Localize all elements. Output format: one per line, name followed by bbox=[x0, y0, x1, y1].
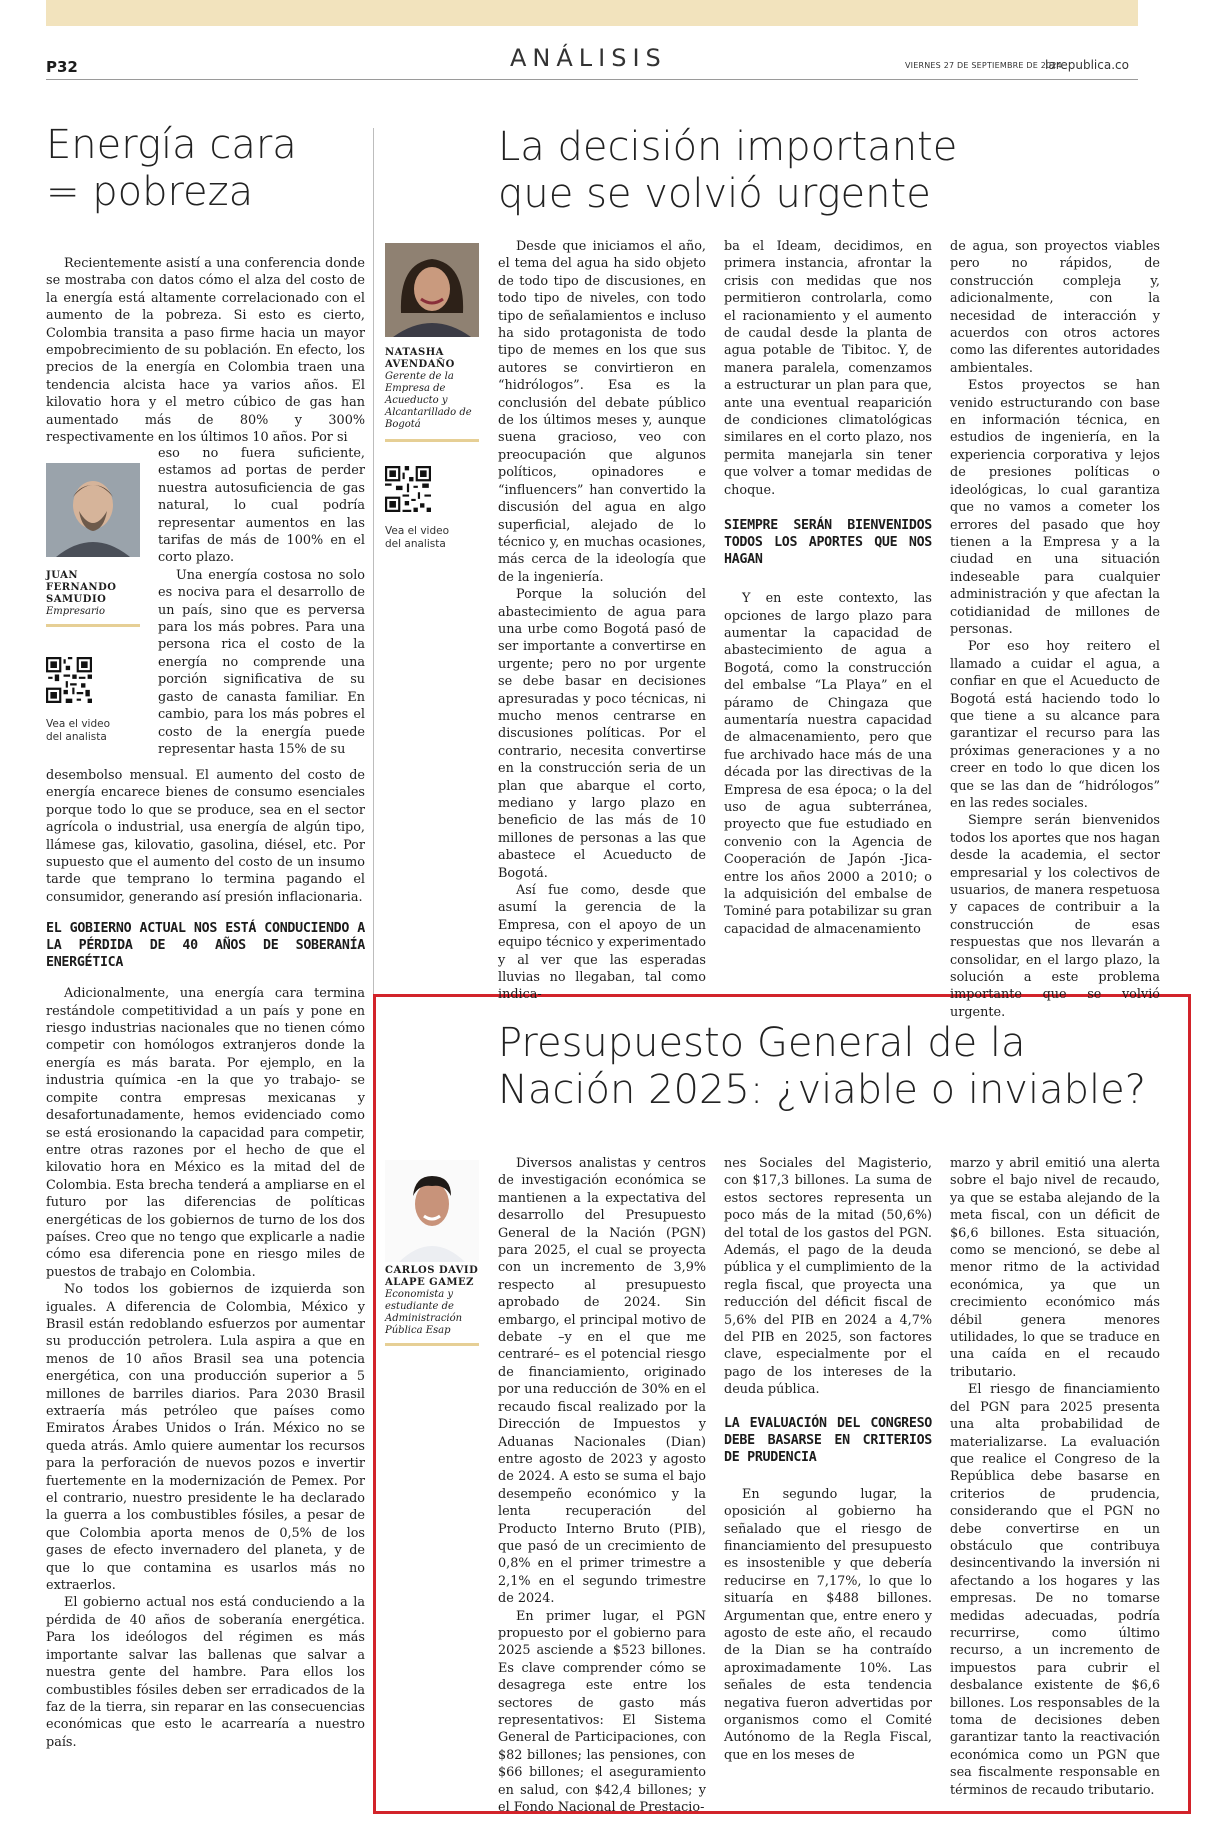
article2-video-qr-code[interactable] bbox=[385, 466, 431, 512]
article2-video-caption: Vea el video del analista bbox=[385, 525, 449, 550]
column-divider bbox=[373, 128, 374, 998]
article1-wrap-column: eso no fuera suficiente, estamos ad portas de perder nuestra autosuficiencia de gas natural, lo cual podría representar aumentos en las tarifas de más de 100% en el corto plazo. Una energía costosa no solo es nociva para el desarrollo de un país, sino que es perversa para los más pobres. Para una persona rica el costo de la energía no comprende una porción significativa de su gasto de canasta familiar. En cambio, para los más pobres el costo de la energía puede representar hasta 15% de su bbox=[158, 446, 365, 757]
header-rule bbox=[46, 79, 1138, 80]
article3-subhead: LA EVALUACIÓN DEL CONGRESO DEBE BASARSE EN CRITERIOS DE PRUDENCIA bbox=[724, 1415, 932, 1465]
article3-column-1: Diversos analistas y centros de investigación económica se mantienen a la expectativa del desarrollo del Presupuesto General de la Nación (PGN) para 2025, el cual se proyecta con un incremento de 3,9% respecto al presupuesto aprobado de 2024. Sin embargo, el principal motivo de debate –y en el que me centraré– es el potencial riesgo de financiamiento, originado por una reducción de 30% en el recaudo fiscal realizado por la Dirección de Impuestos y Aduanas Nacionales (Dian) entre agosto de 2023 y agosto de 2024. A esto se suma el bajo desempeño económico y la lenta recuperación del Producto Interno Bruto (PIB), que pasó de un crecimiento de 0,8% en el primer trimestre a 2,1% en el segundo trimestre de 2024. En primer lugar, el PGN propuesto por el gobierno para 2025 asciende a $523 billones. Es clave comprender cómo se desagrega este entre los sectores de gasto más representativos: El Sistema General de Participaciones, con $82 billones; las pensiones, con $66 billones; el aseguramiento en salud, con $42,4 billones; y el Fondo Nacional de Prestacio- bbox=[498, 1156, 706, 1816]
article3-title: Presupuesto General de la Nación 2025: ¿viable o inviable? bbox=[498, 1020, 1146, 1114]
article1-video-qr-code[interactable] bbox=[46, 657, 92, 703]
article3-column-3: marzo y abril emitió una alerta sobre el bajo nivel de recaudo, ya que se estaba alejando de la meta fiscal, con un déficit de $6,6 billones. Esta situación, como se mencionó, se debe al menor ritmo de la actividad económica, ya que un crecimiento económico más débil genera menores utilidades, lo que se traduce en una caída en el recaudo tributario. El riesgo de financiamiento del PGN para 2025 presenta una alta probabilidad de materializarse. La evaluación que realice el Congreso de la República debe basarse en criterios de prudencia, considerando que el PGN no debe convertirse en un obstáculo que contribuya desincentivando la inversión ni afectando a los hogares y las empresas. De no tomarse medidas adecuadas, podría recurrirse, como último recurso, a un incremento de impuestos para cubrir el desbalance existente de $6,6 billones. Los responsables de la toma de decisiones deben garantizar tanto la reactivación económica como un PGN que sea fiscalmente responsable en términos de recaudo tributario. bbox=[950, 1156, 1160, 1798]
article1-subhead: EL GOBIERNO ACTUAL NOS ESTÁ CONDUCIENDO A LA PÉRDIDA DE 40 AÑOS DE SOBERANÍA ENERGÉTICA bbox=[46, 921, 365, 971]
page-number: P32 bbox=[46, 58, 78, 76]
article2-author: NATASHA AVENDAÑO Gerente de la Empresa de Acueducto y Alcantarillado de Bogotá bbox=[385, 347, 479, 442]
author-photo-carlos-david bbox=[385, 1160, 479, 1262]
author-photo-juan-fernando bbox=[46, 463, 140, 557]
article1-video-caption: Vea el video del analista bbox=[46, 718, 110, 743]
article3-author: CARLOS DAVID ALAPE GAMEZ Economista y estudiante de Administración Pública Esap bbox=[385, 1265, 479, 1346]
author-photo-natasha bbox=[385, 243, 479, 337]
article2-title: La decisión importante que se volvió urgente bbox=[498, 124, 958, 218]
article2-column-1: Desde que iniciamos el año, el tema del agua ha sido objeto de todo tipo de discusiones, en todo tipo de niveles, con todo tipo de señalamientos e incluso ha sido protagonista de todo tipo de memes en los que sus autores se convirtieron en “hidrólogos”. Esa es la conclusión del debate público de los últimos meses y, aunque suena gracioso, veo con preocupación que algunos políticos, opinadores e “influencers” han convertido la discusión del agua en algo superficial, alejado de lo técnico y, en muchas ocasiones, más cerca de la ideología que de la ingeniería. Porque la solución del abastecimiento de agua para una urbe como Bogotá pasó de ser importante a convertirse en urgente; pero no por urgente se debe basar en decisiones apresuradas y poco técnicas, ni mucho menos centrarse en discusiones políticas. Por el contrario, necesita convertirse en la construcción seria de un plan que abarque el corto, mediano y largo plazo en beneficio de las más de 10 millones de personas a las que abastece el Acueducto de Bogotá. Así fue como, desde que asumí la gerencia de la Empresa, con el apoyo de un equipo técnico y experimentado y al ver que las esperadas lluvias no llegaban, tal como indica- bbox=[498, 239, 706, 1003]
article2-column-2: ba el Ideam, decidimos, en primera instancia, afrontar la crisis con medidas que nos permitieron controlarla, como el racionamiento y el aumento de caudal desde la planta de agua potable de Tibitoc. Y, de manera paralela, comenzamos a estructurar un plan para que, ante una eventual reaparición de condiciones climatológicas similares en el corto plazo, nos permita manejarla sin tener que volver a tomar medidas de choque. SIEMPRE SERÁN BIENVENIDOS TODOS LOS APORTES QUE NOS HAGAN Y en este contexto, las opciones de largo plazo para aumentar la capacidad de abastecimiento de agua a Bogotá, como la construcción del embalse “La Playa” en el páramo de Chingaza que aumentaría nuestra capacidad de almacenamiento, pero que fue archivado hace más de una década por las directivas de la Empresa de esa época; o la del uso de agua subterránea, proyecto que fue estudiado en convenio con la Agencia de Cooperación de Japón -Jica- entre los años 2000 a 2010; o la adquisición del embalse de Tominé para potabilizar su gran capacidad de almacenamiento bbox=[724, 239, 932, 937]
article1-title: Energía cara = pobreza bbox=[46, 122, 297, 216]
article3-column-2: nes Sociales del Magisterio, con $17,3 billones. La suma de estos sectores representa un poco más de la mitad (50,6%) del total de los gastos del PGN. Además, el pago de la deuda pública y el cumplimiento de la regla fiscal, que proyecta una reducción del déficit fiscal de 5,6% del PIB en 2024 a 4,7% del PIB en 2025, son factores clave, especialmente por el pago de los intereses de la deuda pública. LA EVALUACIÓN DEL CONGRESO DEBE BASARSE EN CRITERIOS DE PRUDENCIA En segundo lugar, la oposición al gobierno ha señalado que el riesgo de financiamiento del presupuesto es insostenible y que debería reducirse en 7,17%, lo que lo situaría en $488 billones. Argumentan que, entre enero y agosto de este año, el recaudo de la Dian se ha contraído aproximadamente 10%. Las señales de esta tendencia negativa fueron advertidas por organismos como el Comité Autónomo de la Regla Fiscal, que en los meses de bbox=[724, 1156, 932, 1763]
article2-column-3: de agua, son proyectos viables pero no rápidos, de construcción compleja y, adicionalmente, con la necesidad de interacción y acuerdos con otros actores como las diferentes autoridades ambientales. Estos proyectos se han venido estructurando con base en información técnica, en estudios de ingeniería, en la experiencia corporativa y lejos de presiones políticas o ideológicas, lo cual garantiza que no vamos a cometer los errores del pasado que hoy tienen a la Empresa y a la ciudad en una situación indeseable para cualquier administración y que afectan la cotidianidad de millones de personas. Por eso hoy reitero el llamado a cuidar el agua, a confiar en que el Acueducto de Bogotá está haciendo todo lo que tiene a su alcance para garantizar el recurso para las próximas generaciones y a no creer en todo lo que dicen los que se las dan de “hidrólogos” en las redes sociales. Siempre serán bienvenidos todos los aportes que nos hagan desde la academia, el sector empresarial y los colectivos de usuarios, de manera respetuosa y capaces de contribuir a la construcción de esas respuestas que nos llevarán a consolidar, en el largo plazo, la solución a este problema importante que se volvió urgente. bbox=[950, 239, 1160, 1020]
article2-subhead: SIEMPRE SERÁN BIENVENIDOS TODOS LOS APORTES QUE NOS HAGAN bbox=[724, 518, 932, 568]
top-color-band bbox=[46, 0, 1138, 26]
article1-author: JUAN FERNANDO SAMUDIO Empresario bbox=[46, 570, 140, 627]
article1-intro: Recientemente asistí a una conferencia donde se mostraba con datos cómo el alza del costo de la energía está altamente correlacionado con el aumento de la pobreza. Si esto es cierto, Colombia transita a paso firme hacia un mayor empobrecimiento de su población. En efecto, los precios de la energía en Colombia traen una tendencia alcista hace ya varios años. El kilovatio hora y el metro cúbico de gas han aumentado más de 80% y 300% respectivamente en los últimos 10 años. Por si bbox=[46, 256, 365, 446]
article1-body: desembolso mensual. El aumento del costo de energía encarece bienes de consumo esenciales porque todo lo que se produce, sea en el sector agrícola o industrial, usa energía de algún tipo, llámese gas, kilovatio, gasolina, diésel, etc. Por supuesto que el aumento del costo de un insumo tarde que temprano lo termina pagando el consumidor, generando así presión inflacionaria. EL GOBIERNO ACTUAL NOS ESTÁ CONDUCIENDO A LA PÉRDIDA DE 40 AÑOS DE SOBERANÍA ENERGÉTICA Adicionalmente, una energía cara termina restándole competitividad a un país y pone en riesgo industrias nacionales que no tienen cómo competir con homólogos extranjeros donde la energía es más barata. Por ejemplo, en la industria química -en la que yo trabajo- se compite contra empresas mexicanas y desafortunadamente, hemos evidenciado como se está erosionando la capacidad para competir, entre otras razones por el hecho de que el kilovatio hora en México es la mitad del de Colombia. Esta brecha tenderá a ampliarse en el futuro por las diferencias de políticas energéticas de los gobiernos de turno de los dos países. Creo que no tengo que explicarle a nadie cómo esa diferencia pone en riesgo miles de puestos de trabajo en Colombia. No todos los gobiernos de izquierda son iguales. A diferencia de Colombia, México y Brasil están redoblando esfuerzos por aumentar su producción petrolera. Lula aspira a que en menos de 10 años Brasil sea una potencia energética, con una producción superior a 5 millones de barriles diarios. Para 2030 Brasil extraería más petróleo que países como Emiratos Árabes Unidos o Irán. México no se queda atrás. Amlo quiere aumentar los recursos para la perforación de nuevos pozos e invertir fuertemente en la modernización de Pemex. Por el contrario, nuestro presidente le ha declarado la guerra a los combustibles fósiles, a pesar de que Colombia aporta menos de 0,5% de los gases de efecto invernadero del planeta, y de que lo que contamina es usarlos más no extraerlos. El gobierno actual nos está conduciendo a la pérdida de 40 años de soberanía energética. Para los ideólogos del régimen es más importante salvar las ballenas que salvar a nuestra gente del hambre. Para ellos los combustibles fósiles deben ser erradicados de la faz de la tierra, sin reparar en las consecuencias económicas que esto le acarrearía a nuestro país. bbox=[46, 768, 365, 1750]
site-link[interactable]: larepublica.co bbox=[1045, 58, 1129, 72]
section-title: ANÁLISIS bbox=[510, 44, 667, 72]
issue-date: VIERNES 27 DE SEPTIEMBRE DE 2024 bbox=[905, 61, 1062, 70]
